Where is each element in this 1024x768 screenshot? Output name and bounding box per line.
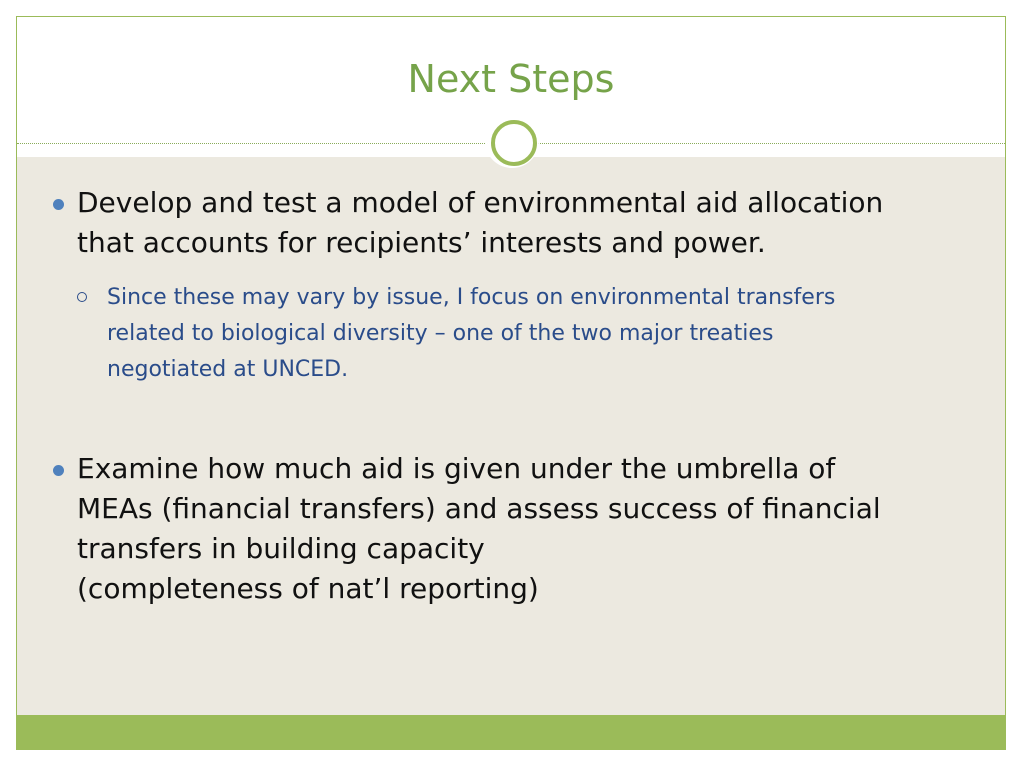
sub-bullet-1-line-3: negotiated at UNCED. — [107, 357, 349, 382]
sub-bullet-item-1 — [77, 280, 957, 388]
bullet-2-line-2: MEAs (financial transfers) and assess success of financial — [77, 492, 881, 525]
bullet-text-1 — [77, 183, 973, 263]
bullet-2-line-3: transfers in building capacity — [77, 532, 485, 565]
hollow-circle-bullet-icon — [77, 292, 87, 302]
slide — [16, 16, 1006, 750]
bullet-1-line-2: that accounts for recipients’ interests and power. — [77, 226, 766, 259]
bullet-1-line-1: Develop and test a model of environmental aid allocation — [77, 186, 884, 219]
footer-bar — [17, 715, 1005, 749]
sub-bullet-1-line-1: Since these may vary by issue, I focus on environmental transfers — [107, 285, 836, 310]
filled-circle-bullet-icon — [53, 199, 64, 210]
sub-bullet-1-line-2: related to biological diversity – one of the two major treaties — [107, 321, 774, 346]
bullet-2-line-1: Examine how much aid is given under the umbrella of — [77, 452, 836, 485]
content-area — [17, 157, 1005, 715]
bullet-text-2 — [77, 449, 973, 609]
ring-ornament-icon — [491, 120, 537, 166]
slide-title: Next Steps — [407, 57, 615, 101]
bullet-2-line-4: (completeness of nat’l reporting) — [77, 572, 539, 605]
filled-circle-bullet-icon — [53, 465, 64, 476]
bullet-item-2 — [53, 449, 973, 609]
bullet-item-1 — [53, 183, 973, 263]
sub-bullet-text-1 — [107, 280, 957, 388]
